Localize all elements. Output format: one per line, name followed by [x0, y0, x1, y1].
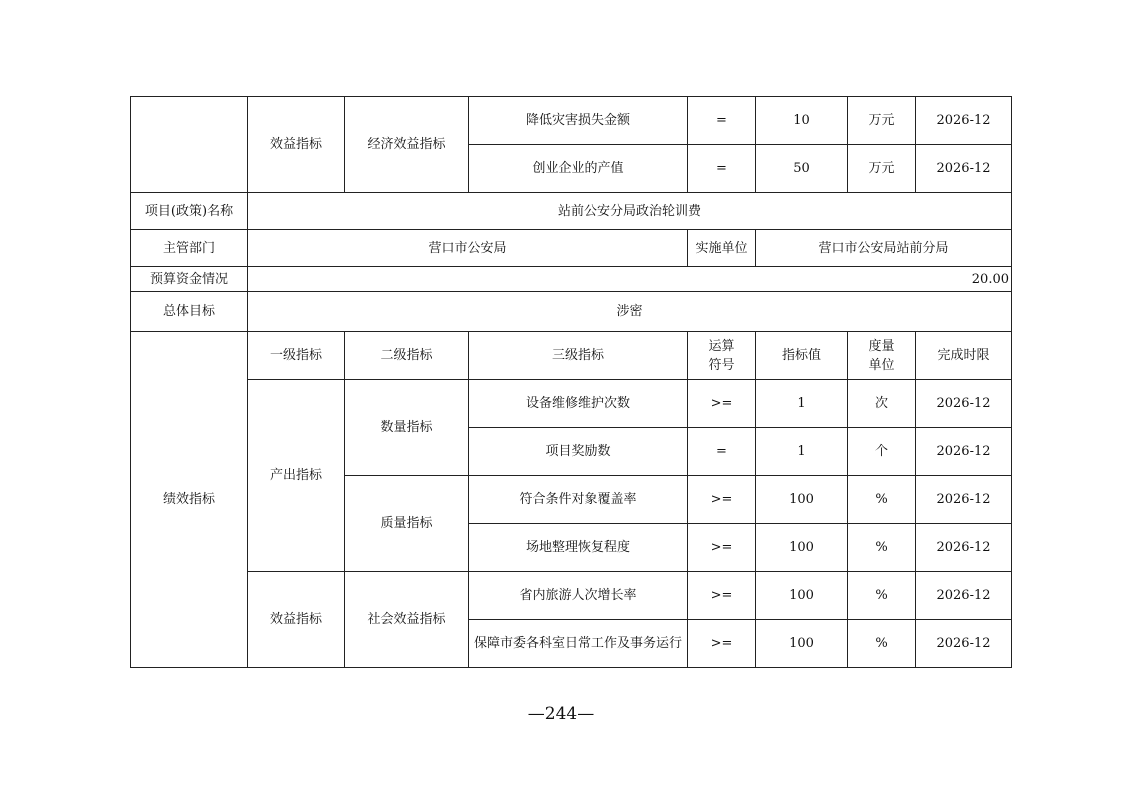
unit-cell: %: [848, 620, 916, 668]
level2-cell: 社会效益指标: [345, 572, 469, 668]
deadline-cell: 2026-12: [916, 380, 1012, 428]
budget-value: 20.00: [248, 267, 1012, 292]
header-operator: 运算 符号: [688, 332, 756, 380]
implementer-value: 营口市公安局站前分局: [756, 230, 1012, 267]
header-level2: 二级指标: [345, 332, 469, 380]
project-name-row: [131, 193, 1012, 230]
unit-cell: 次: [848, 380, 916, 428]
operator-cell: >=: [688, 620, 756, 668]
level2-cell: 质量指标: [345, 476, 469, 572]
unit-cell: %: [848, 572, 916, 620]
unit-cell: 个: [848, 428, 916, 476]
department-value: 营口市公安局: [248, 230, 688, 267]
empty-cell: [131, 97, 248, 193]
unit-cell: 万元: [848, 145, 916, 193]
level1-cell: 效益指标: [248, 572, 345, 668]
level3-cell: 保障市委各科室日常工作及事务运行: [469, 620, 688, 668]
level1-cell: 产出指标: [248, 380, 345, 572]
operator-cell: =: [688, 145, 756, 193]
performance-table: [130, 96, 1012, 668]
unit-cell: %: [848, 524, 916, 572]
deadline-cell: 2026-12: [916, 145, 1012, 193]
table-row: [131, 380, 1012, 428]
unit-cell: 万元: [848, 97, 916, 145]
value-cell: 100: [756, 476, 848, 524]
level3-cell: 创业企业的产值: [469, 145, 688, 193]
operator-cell: >=: [688, 572, 756, 620]
goal-label: 总体目标: [131, 292, 248, 332]
level3-cell: 项目奖励数: [469, 428, 688, 476]
value-cell: 1: [756, 380, 848, 428]
department-row: [131, 230, 1012, 267]
table-row: [131, 97, 1012, 145]
operator-cell: >=: [688, 524, 756, 572]
budget-label: 预算资金情况: [131, 267, 248, 292]
level2-cell: 经济效益指标: [345, 97, 469, 193]
deadline-cell: 2026-12: [916, 97, 1012, 145]
unit-cell: %: [848, 476, 916, 524]
goal-row: [131, 292, 1012, 332]
value-cell: 100: [756, 572, 848, 620]
level3-cell: 降低灾害损失金额: [469, 97, 688, 145]
goal-value: 涉密: [248, 292, 1012, 332]
level3-cell: 场地整理恢复程度: [469, 524, 688, 572]
operator-cell: =: [688, 428, 756, 476]
level3-cell: 省内旅游人次增长率: [469, 572, 688, 620]
level3-cell: 符合条件对象覆盖率: [469, 476, 688, 524]
header-deadline: 完成时限: [916, 332, 1012, 380]
value-cell: 10: [756, 97, 848, 145]
operator-cell: >=: [688, 380, 756, 428]
deadline-cell: 2026-12: [916, 476, 1012, 524]
header-unit: 度量 单位: [848, 332, 916, 380]
implementer-label: 实施单位: [688, 230, 756, 267]
level3-cell: 设备维修维护次数: [469, 380, 688, 428]
project-name-value: 站前公安分局政治轮训费: [248, 193, 1012, 230]
value-cell: 50: [756, 145, 848, 193]
deadline-cell: 2026-12: [916, 572, 1012, 620]
table-row: [131, 572, 1012, 620]
value-cell: 100: [756, 620, 848, 668]
header-value: 指标值: [756, 332, 848, 380]
deadline-cell: 2026-12: [916, 428, 1012, 476]
header-row: [131, 332, 1012, 380]
page-number: —244—: [527, 704, 595, 724]
level1-cell: 效益指标: [248, 97, 345, 193]
level2-cell: 数量指标: [345, 380, 469, 476]
deadline-cell: 2026-12: [916, 620, 1012, 668]
value-cell: 100: [756, 524, 848, 572]
performance-label: 绩效指标: [131, 332, 248, 668]
header-level3: 三级指标: [469, 332, 688, 380]
budget-row: [131, 267, 1012, 292]
operator-cell: >=: [688, 476, 756, 524]
project-name-label: 项目(政策)名称: [131, 193, 248, 230]
value-cell: 1: [756, 428, 848, 476]
department-label: 主管部门: [131, 230, 248, 267]
operator-cell: =: [688, 97, 756, 145]
deadline-cell: 2026-12: [916, 524, 1012, 572]
header-level1: 一级指标: [248, 332, 345, 380]
